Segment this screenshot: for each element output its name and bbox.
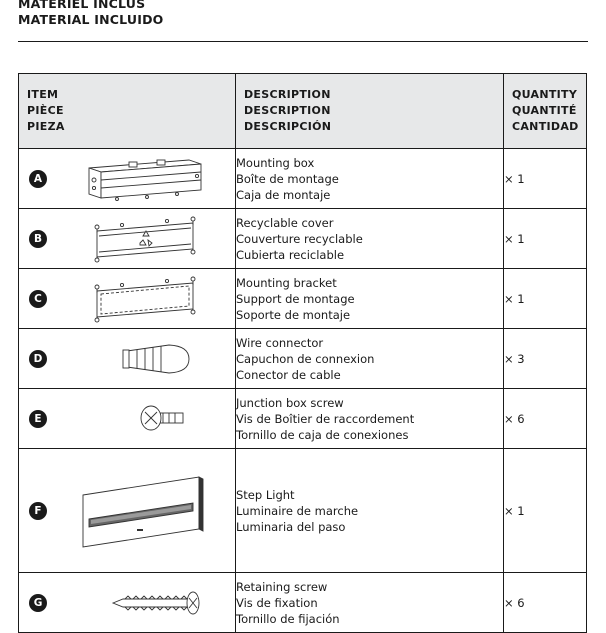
item-letter-badge: G (29, 594, 47, 612)
description-es: Tornillo de fijación (236, 611, 340, 626)
description-fr: Support de montage (236, 291, 355, 306)
item-letter-badge: C (29, 290, 47, 308)
description-es: Soporte de montaje (236, 307, 351, 322)
mounting-bracket-icon (77, 274, 217, 324)
description-fr: Capuchon de connexion (236, 351, 375, 366)
description-cell (236, 449, 504, 573)
item-cell (19, 149, 236, 209)
description-es: Luminaria del paso (236, 519, 346, 534)
item-cell (19, 209, 236, 269)
description-cell (236, 389, 504, 449)
item-cell (19, 329, 236, 389)
description-cell (236, 209, 504, 269)
table-row (19, 389, 587, 449)
table-row (19, 449, 587, 573)
item-letter-badge: B (29, 230, 47, 248)
mounting-box-icon (77, 154, 217, 204)
description-en: Wire connector (236, 335, 324, 350)
item-letter-badge: E (29, 410, 47, 428)
description-fr: Vis de fixation (236, 595, 318, 610)
table-row (19, 209, 587, 269)
heading-divider (18, 41, 588, 42)
quantity-cell: × 1 (504, 269, 587, 329)
item-cell (19, 449, 236, 573)
description-column-header: DESCRIPTION DESCRIPTION DESCRIPCIÓN (236, 74, 504, 149)
description-en: Mounting bracket (236, 275, 337, 290)
quantity-cell: × 3 (504, 329, 587, 389)
table-row (19, 149, 587, 209)
table-row (19, 329, 587, 389)
quantity-column-header: QUANTITY QUANTITÉ CANTIDAD (504, 74, 587, 149)
description-cell (236, 329, 504, 389)
item-letter-badge: A (29, 170, 47, 188)
description-en: Junction box screw (236, 395, 344, 410)
description-es: Cubierta reciclable (236, 247, 345, 262)
junction-box-screw-icon (77, 394, 217, 444)
description-es: Conector de cable (236, 367, 341, 382)
description-cell (236, 149, 504, 209)
quantity-cell: × 6 (504, 573, 587, 633)
description-fr: Couverture recyclable (236, 231, 363, 246)
quantity-cell: × 1 (504, 209, 587, 269)
description-fr: Luminaire de marche (236, 503, 359, 518)
description-en: Mounting box (236, 155, 315, 170)
item-letter-badge: F (29, 502, 47, 520)
quantity-cell: × 1 (504, 449, 587, 573)
description-fr: Vis de Boîtier de raccordement (236, 411, 415, 426)
item-letter-badge: D (29, 350, 47, 368)
item-cell (19, 573, 236, 633)
description-en: Step Light (236, 487, 295, 502)
table-row (19, 573, 587, 633)
item-cell (19, 269, 236, 329)
quantity-cell: × 1 (504, 149, 587, 209)
parts-table (18, 73, 587, 633)
recyclable-cover-icon (77, 214, 217, 264)
description-cell (236, 269, 504, 329)
description-en: Retaining screw (236, 579, 328, 594)
description-es: Tornillo de caja de conexiones (236, 427, 409, 442)
heading-line-fr: MATERIEL INCLUS (18, 0, 146, 11)
retaining-screw-icon (77, 578, 217, 628)
quantity-cell: × 6 (504, 389, 587, 449)
step-light-icon (79, 471, 219, 551)
wire-connector-icon (77, 334, 217, 384)
item-column-header: ITEM PIÈCE PIEZA (19, 74, 236, 149)
heading-line-es: MATERIAL INCLUIDO (18, 12, 164, 27)
description-es: Caja de montaje (236, 187, 331, 202)
description-en: Recyclable cover (236, 215, 334, 230)
description-fr: Boîte de montage (236, 171, 339, 186)
description-cell (236, 573, 504, 633)
table-header-row (19, 74, 587, 149)
included-materials-heading (18, 0, 163, 28)
table-row (19, 269, 587, 329)
item-cell (19, 389, 236, 449)
